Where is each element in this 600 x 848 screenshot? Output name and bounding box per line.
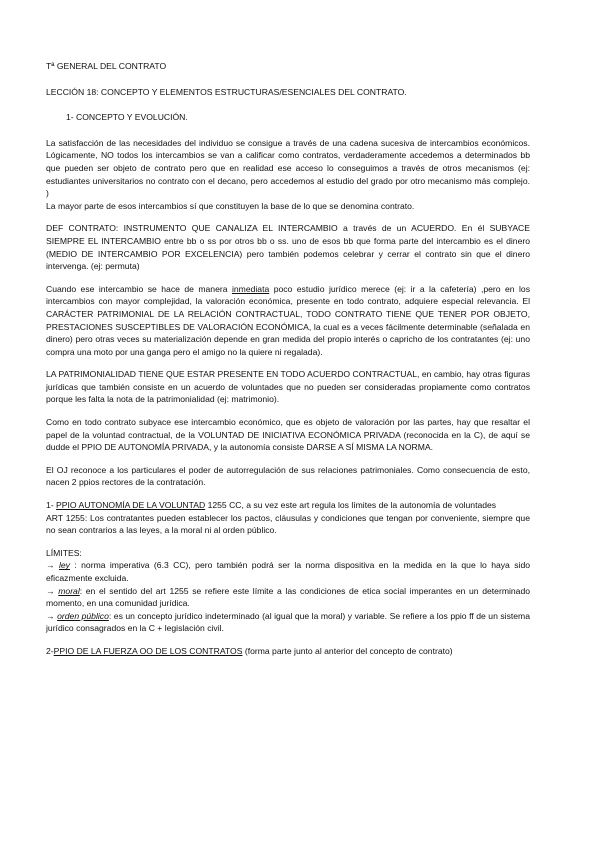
limit-term: moral (58, 585, 80, 596)
limit-item (46, 585, 530, 610)
paragraph-definition: DEF CONTRATO: INSTRUMENTO QUE CANALIZA EL INTERCAMBIO a través de un ACUERDO. En él SUBYACE SIEMPRE EL INTERCAMBIO entre bb o ss por otros bb o ss. uno de esos bb que forma parte del intercambio es el dinero (MEDIO DE INTERCAMBIO POR EXCELENCIA) pero también podemos celebrar y cerrar el contrato sin que el dinero intervenga. (ej: permuta) (46, 223, 530, 272)
paragraph-autonomia: Como en todo contrato subyace ese intercambio económico, que es objeto de valoración por las partes, hay que resaltar el papel de la voluntad contractual, de la VOLUNTAD DE INICIATIVA ECONÓMICA PRIVADA (reconocida en la C), de aquí se dudde el PPIO DE AUTONOMÍA PRIVADA, y la autonomía consiste DARSE A SÍ MISMA LA NORMA. (46, 417, 530, 453)
principle-number: 2- (46, 645, 54, 656)
text-fragment: poco estudio jurídico merece (ej: ir a la cafetería) ,pero en los intercambios con mayor complejidad, la valoración económica, presente en todo contrato, adquiere especial relevancia. El CARÁCTER PATRIMONIAL DE LA RELACIÓN CONTRACTUAL, TODO CONTRATO TIENE QUE TENER POR OBJETO, PRESTACIONES SUSCEPTIBLES DE VALORACIÓN ECONÓMICA, la cual es a veces fácilmente determinable (señalada en dinero) pero otras veces su materialización depende en gran medida del propio interés o capricho de los contratantes (ej: uno compra una moto por una ganga pero el amigo no la quiere ni regalada). (46, 283, 530, 357)
limit-term: orden público (57, 610, 109, 621)
principle-text: (forma parte junto al anterior del concepto de contrato) (242, 645, 453, 656)
paragraph-intro-cont: La mayor parte de esos intercambios sí que constituyen la base de lo que se denomina contrato. (46, 200, 415, 211)
principle-title: PPIO AUTONOMÍA DE LA VOLUNTAD (56, 500, 206, 511)
arrow-icon: → (46, 560, 55, 571)
paragraph-oj: El OJ reconoce a los particulares el poder de autorregulación de sus relaciones patrimoniales. Como consecuencia de esto, nacen 2 ppios rectores de la contratación. (46, 464, 530, 488)
article-1255: ART 1255: Los contratantes pueden establecer los pactos, cláusulas y condiciones que tengan por conveniente, siempre que no sean contrarios a las leyes, a la moral ni al orden público. (46, 512, 530, 536)
principle-title: PPIO DE LA FUERZA OO DE LOS CONTRATOS (53, 645, 243, 656)
principle-text: 1255 CC, a su vez este art regula los límites de la autonomía de voluntades (205, 500, 497, 511)
text-fragment: Cuando ese intercambio se hace de manera (46, 283, 232, 294)
section-heading: 1- CONCEPTO Y EVOLUCIÓN. (66, 112, 188, 123)
paragraph-intro: La satisfacción de las necesidades del individuo se consigue a través de una cadena sucesiva de intercambios económicos. Lógicamente, NO todos los intercambios se van a calificar como contratos, verdaderamente accedemos a determinados bb que pueden ser objeto de contrato pero que en realidad ese acceso lo conseguimos a través de otros mecanismos (ej: estudiantes universitarios no contrato con el decano, pero accedemos al estudio del grado por otro mecanismo más complejo. ) (46, 137, 530, 199)
principle-number: 1- (46, 500, 57, 511)
principle-1 (46, 499, 530, 512)
limit-item (46, 610, 530, 635)
document-page (46, 60, 530, 658)
paragraph-patrimonialidad: LA PATRIMONIALIDAD TIENE QUE ESTAR PRESENTE EN TODO ACUERDO CONTRACTUAL, en cambio, hay otras figuras jurídicas que también consiste en un acuerdo de voluntades que no pueden ser consideradas propiamente como contratos porque les falta la nota de la patrimonialidad (ej: matrimonio). (46, 369, 530, 405)
limit-text: : norma imperativa (6.3 CC), pero también podrá ser la norma dispositiva en la medida en la que lo haya sido eficazmente excluida. (46, 560, 530, 583)
arrow-icon: → (46, 585, 55, 596)
limits-title: LÍMITES: (46, 547, 82, 558)
document-title: Tª GENERAL DEL CONTRATO (46, 61, 167, 71)
limit-text: : en el sentido del art 1255 se refiere este límite a las condiciones de etica social imperantes en un determinado momento, en una comunidad jurídica. (46, 585, 530, 609)
paragraph-patrimonial (46, 283, 530, 359)
limit-item (46, 559, 530, 584)
arrow-icon: → (46, 610, 55, 621)
principle-2 (46, 645, 530, 658)
limit-text: : es un concepto jurídico indeterminado (al igual que la moral) y variable. Se refiere a los ppio ff de un sistema jurídico consagrados en la C + legislación civil. (46, 610, 530, 634)
underlined-term: inmediata (231, 283, 270, 294)
limit-term: ley (58, 560, 70, 571)
lesson-heading: LECCIÓN 18: CONCEPTO Y ELEMENTOS ESTRUCTURAS/ESENCIALES DEL CONTRATO. (46, 86, 407, 97)
